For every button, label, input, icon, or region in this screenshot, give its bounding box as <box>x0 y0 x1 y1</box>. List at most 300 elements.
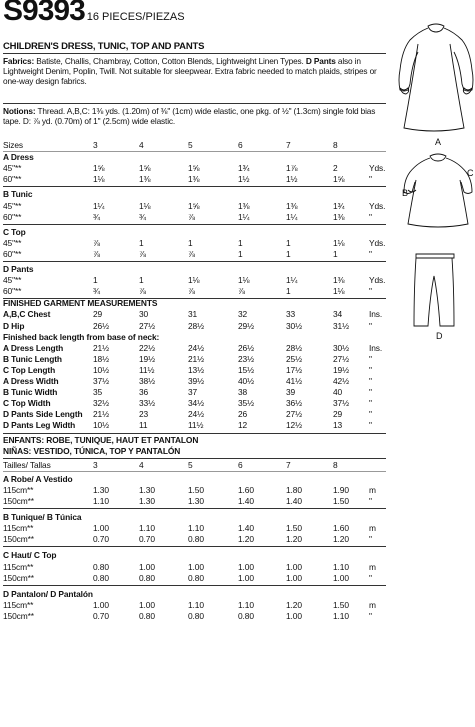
meter-value: 0.80 <box>139 572 155 583</box>
yardage-value: 1⅜ <box>333 211 345 222</box>
size-header: 3 <box>93 140 98 150</box>
meter-value: 1.90 <box>333 484 349 495</box>
measurement-value: 13 <box>333 420 343 431</box>
meter-value: 1.10 <box>333 610 349 621</box>
view-header-row <box>3 264 386 275</box>
yardage-value: 1 <box>93 275 98 286</box>
unit-label: Yds. <box>369 163 386 174</box>
unit-label: m <box>369 484 376 495</box>
measurement-label: A Dress Width <box>3 376 59 386</box>
measurement-value: 39 <box>286 387 296 398</box>
measurement-value: 33 <box>286 309 296 320</box>
measurement-value: 26½ <box>93 320 110 331</box>
size-header: 8 <box>333 140 338 150</box>
measurement-value: 21½ <box>188 353 205 364</box>
figure-label-d: D <box>436 331 443 341</box>
view-header-row <box>3 227 386 238</box>
yardage-row <box>3 275 386 286</box>
measurement-value: 27½ <box>139 320 156 331</box>
measurement-value: 34 <box>333 309 343 320</box>
yardage-value: ⅞ <box>188 211 195 222</box>
fabric-width: 60"** <box>3 248 22 259</box>
measurement-value: 31 <box>188 309 198 320</box>
notions-text: Thread. A,B,C: 1⅜ yds. (1.20m) of ⅜" (1cm) wide elastic, one pkg. of ½" (1.3cm) single fold bias tape. D: ⅞ yd. (0.70m) of 1" (2.5cm) wide elastic. <box>3 106 376 126</box>
unit-label: " <box>369 248 372 259</box>
size-header: 4 <box>139 140 144 150</box>
fabric-width: 45"** <box>3 275 22 286</box>
yardage-value: 1¼ <box>286 211 298 222</box>
meter-value: 1.00 <box>333 572 349 583</box>
unit-label: " <box>369 286 372 297</box>
yardage-value: ⅞ <box>188 286 195 297</box>
fabric-width: 45"** <box>3 237 22 248</box>
figure-label-a: A <box>435 137 442 147</box>
meter-value: 1.50 <box>333 496 349 506</box>
metric-row <box>3 573 386 584</box>
unit-label: Yds. <box>369 275 386 286</box>
view-header-row <box>3 152 386 163</box>
metric-view-name: C Haut/ C Top <box>3 550 57 561</box>
meter-value: 1.00 <box>93 599 109 610</box>
meter-value: 0.80 <box>188 610 204 621</box>
unit-label: m <box>369 561 376 572</box>
view-a-dress-illustration <box>390 18 475 138</box>
meter-value: 1.10 <box>238 599 254 610</box>
yardage-value: 1¼ <box>93 200 105 211</box>
measurement-value: 42½ <box>333 376 350 386</box>
measurement-row <box>3 354 386 365</box>
measurement-value: 19½ <box>139 353 156 364</box>
metric-row <box>3 485 386 496</box>
measurement-label: C Top Length <box>3 364 56 375</box>
measurement-label: B Tunic Length <box>3 353 62 364</box>
meter-value: 1.10 <box>93 496 109 506</box>
meter-value: 1.00 <box>238 561 254 572</box>
meter-value: 1.10 <box>188 599 204 610</box>
yardage-value: 1⅛ <box>188 275 200 286</box>
meter-value: 0.80 <box>93 572 109 583</box>
yardage-value: 1⅝ <box>188 163 200 174</box>
view-name: C Top <box>3 226 26 237</box>
fabric-width: 150cm** <box>3 534 34 545</box>
size-header: 3 <box>93 459 98 470</box>
fabric-width: 150cm** <box>3 572 34 583</box>
fabric-width: 60"** <box>3 174 22 185</box>
yardage-value: ⅞ <box>238 286 245 297</box>
metric-sizes-row <box>3 460 386 472</box>
meter-value: 1.20 <box>238 534 254 545</box>
yardage-value: 1 <box>188 237 193 248</box>
view-b-c-tunic-illustration <box>400 150 475 235</box>
metric-view-name: B Tunique/ B Túnica <box>3 512 82 523</box>
finished-title-row <box>3 298 386 309</box>
header <box>3 0 185 28</box>
metric-sizes-label: Tailles/ Tallas <box>3 459 51 470</box>
meter-value: 1.10 <box>333 561 349 572</box>
measurement-label: D Pants Leg Width <box>3 420 76 431</box>
unit-label: " <box>369 409 372 420</box>
metric-row <box>3 534 386 545</box>
measurement-value: 40 <box>333 387 343 398</box>
yardage-value: 1⅞ <box>286 163 298 174</box>
yardage-value: 1½ <box>238 174 250 185</box>
measurement-value: 32½ <box>93 398 110 409</box>
measurement-value: 17½ <box>286 364 303 375</box>
measurement-value: 18½ <box>93 353 110 364</box>
measurement-value: 35 <box>93 387 103 398</box>
measurement-label: B Tunic Width <box>3 387 58 398</box>
measurement-value: 33½ <box>139 398 156 409</box>
measurement-value: 36½ <box>286 398 303 409</box>
yardage-value: 1⅛ <box>333 286 345 297</box>
measurement-row <box>3 398 386 409</box>
measurement-value: 19½ <box>333 364 350 375</box>
yardage-value: 2 <box>333 163 338 174</box>
fabric-width: 115cm** <box>3 523 34 534</box>
yardage-row <box>3 286 386 297</box>
measurement-label: A,B,C Chest <box>3 309 51 320</box>
yardage-value: 1 <box>139 237 144 248</box>
metric-title-row <box>3 446 386 457</box>
unit-label: Ins. <box>369 342 383 353</box>
divider <box>3 585 386 586</box>
measurement-value: 12½ <box>286 420 303 431</box>
measurement-value: 11½ <box>188 420 204 431</box>
unit-label: " <box>369 211 372 222</box>
divider <box>3 224 386 225</box>
divider <box>3 186 386 187</box>
unit-label: " <box>369 398 372 409</box>
meter-value: 0.80 <box>139 610 155 621</box>
meter-value: 1.00 <box>93 523 109 534</box>
measurement-row <box>3 365 386 376</box>
meter-value: 1.30 <box>188 496 204 506</box>
yardage-value: 1¾ <box>333 200 345 211</box>
meter-value: 1.10 <box>139 523 155 534</box>
yardage-value: 1 <box>286 237 291 248</box>
measurement-value: 34½ <box>188 398 205 409</box>
divider <box>3 508 386 509</box>
measurement-row <box>3 420 386 431</box>
meter-value: 1.30 <box>139 484 155 495</box>
yardage-value: 1⅛ <box>139 200 151 211</box>
fabric-width: 45"** <box>3 200 22 211</box>
measurement-value: 24½ <box>188 342 205 353</box>
meter-value: 1.00 <box>139 599 155 610</box>
unit-label: m <box>369 523 376 534</box>
measurement-value: 32 <box>238 309 248 320</box>
size-header: 5 <box>188 140 193 150</box>
meter-value: 1.00 <box>188 561 204 572</box>
unit-label: " <box>369 364 372 375</box>
meter-value: 1.80 <box>286 484 302 495</box>
fabric-width: 115cm** <box>3 599 34 610</box>
unit-label: Yds. <box>369 200 386 211</box>
unit-label: " <box>369 496 372 506</box>
metric-view-name: A Robe/ A Vestido <box>3 473 73 484</box>
yardage-value: 1⅜ <box>139 174 151 185</box>
yardage-row <box>3 201 386 212</box>
measurement-value: 38 <box>238 387 248 398</box>
measurement-value: 37 <box>188 387 198 398</box>
fabric-width: 150cm** <box>3 610 34 621</box>
yardage-value: 1⅜ <box>286 200 298 211</box>
figure-label-c: C <box>467 168 474 178</box>
pattern-number: S9393 <box>3 0 85 27</box>
yardage-value: 1 <box>238 248 243 259</box>
measurement-row <box>3 409 386 420</box>
size-header: 6 <box>238 459 243 470</box>
measurement-value: 31½ <box>333 320 350 331</box>
yardage-value: 1¼ <box>286 275 298 286</box>
fabric-width: 45"** <box>3 163 22 174</box>
meter-value: 1.20 <box>286 599 302 610</box>
yardage-value: ¾ <box>93 286 100 297</box>
yardage-value: 1⅛ <box>333 237 345 248</box>
yardage-value: 1¼ <box>238 211 250 222</box>
measurement-label: A Dress Length <box>3 342 64 353</box>
measurement-value: 30½ <box>333 342 350 353</box>
measurement-value: 39½ <box>188 376 205 386</box>
fabrics-paragraph <box>3 56 386 86</box>
notions-label: Notions: <box>3 106 36 116</box>
measurement-value: 24½ <box>188 409 205 420</box>
yardage-value: 1⅝ <box>333 174 345 185</box>
yardage-value: 1 <box>286 248 291 259</box>
unit-label: " <box>369 320 372 331</box>
meter-value: 0.80 <box>188 572 204 583</box>
measurement-value: 26 <box>238 409 248 420</box>
measurement-value: 28½ <box>188 320 205 331</box>
metric-view-header-row <box>3 474 386 485</box>
measurement-value: 26½ <box>238 342 255 353</box>
fabrics-label: Fabrics: <box>3 56 35 66</box>
yardage-value: 1 <box>333 248 338 259</box>
measurement-value: 29½ <box>238 320 255 331</box>
yardage-value: ⅞ <box>139 248 146 259</box>
view-name: B Tunic <box>3 189 33 200</box>
meter-value: 1.00 <box>286 610 302 621</box>
meter-value: 1.50 <box>333 599 349 610</box>
yardage-value: 1 <box>286 286 291 297</box>
meter-value: 1.00 <box>238 572 254 583</box>
yardage-value: 1⅝ <box>188 200 200 211</box>
metric-view-header-row <box>3 512 386 523</box>
fabric-width: 115cm** <box>3 561 34 572</box>
measurement-row <box>3 321 386 332</box>
meter-value: 0.70 <box>139 534 155 545</box>
yardage-value: ⅞ <box>93 237 100 248</box>
fabrics-text: Batiste, Challis, Chambray, Cotton, Cotton Blends, Lightweight Linen Types. <box>34 56 306 66</box>
size-header: 8 <box>333 459 338 470</box>
fabric-width: 115cm** <box>3 484 34 495</box>
yardage-value: 1⅛ <box>93 174 105 185</box>
fabric-width: 60"** <box>3 211 22 222</box>
unit-label: m <box>369 599 376 610</box>
yardage-value: 1⅝ <box>139 163 151 174</box>
view-header-row <box>3 189 386 200</box>
notions-paragraph <box>3 106 386 126</box>
meter-value: 1.50 <box>188 484 204 495</box>
yardage-value: ⅞ <box>188 248 195 259</box>
unit-label: " <box>369 610 372 621</box>
metric-row <box>3 496 386 507</box>
measurement-value: 35½ <box>238 398 255 409</box>
metric-title-row <box>3 435 386 446</box>
metric-row <box>3 611 386 622</box>
unit-label: " <box>369 353 372 364</box>
yardage-value: 1¾ <box>238 163 250 174</box>
measurement-value: 41½ <box>286 376 303 386</box>
meter-value: 1.40 <box>238 523 254 534</box>
measurement-label: D Hip <box>3 320 25 331</box>
finished-title: FINISHED GARMENT MEASUREMENTS <box>3 298 158 309</box>
measurement-row <box>3 309 386 320</box>
measurement-value: 10½ <box>93 420 110 431</box>
meter-value: 0.70 <box>93 534 109 545</box>
measurement-value: 30 <box>139 309 149 320</box>
measurement-row <box>3 343 386 354</box>
divider <box>3 433 386 434</box>
measurement-value: 27½ <box>333 353 350 364</box>
measurement-value: 12 <box>238 420 248 431</box>
yardage-value: 1⅝ <box>93 163 105 174</box>
measurement-value: 40½ <box>238 376 255 386</box>
meter-value: 1.40 <box>238 496 254 506</box>
measurement-value: 37½ <box>93 376 110 386</box>
fabrics-text-2: also in Lightweight Denim, Poplin, Twill. Not suitable for sleepwear. Extra fabric needed to match plaids, stripes or one-way design fabrics. <box>3 56 377 86</box>
measurement-value: 36 <box>139 387 149 398</box>
meter-value: 1.60 <box>333 523 349 534</box>
measurement-label: C Top Width <box>3 398 51 409</box>
yardage-value: ¾ <box>93 211 100 222</box>
unit-label: " <box>369 534 372 545</box>
meter-value: 1.50 <box>286 523 302 534</box>
unit-label: " <box>369 174 372 185</box>
measurement-value: 29 <box>333 409 343 420</box>
measurement-row <box>3 387 386 398</box>
measurement-value: 21½ <box>93 409 110 420</box>
fabric-width: 60"** <box>3 286 22 297</box>
sizes-label: Sizes <box>3 140 23 150</box>
measurement-value: 13½ <box>188 364 205 375</box>
yardage-value: 1⅜ <box>188 174 200 185</box>
measurement-value: 22½ <box>139 342 156 353</box>
measurement-label: D Pants Side Length <box>3 409 83 420</box>
measurement-value: 11 <box>139 420 148 431</box>
measurement-value: 23 <box>139 409 149 420</box>
yardage-row <box>3 238 386 249</box>
metric-title-es: NIÑAS: VESTIDO, TÚNICA, TOP Y PANTALÓN <box>3 445 181 456</box>
metric-view-name: D Pantalon/ D Pantalón <box>3 588 93 599</box>
metric-view-header-row <box>3 550 386 561</box>
measurement-value: 21½ <box>93 342 110 353</box>
meter-value: 0.80 <box>238 610 254 621</box>
yardage-row <box>3 174 386 185</box>
unit-label: " <box>369 387 372 398</box>
back-length-subtitle: Finished back length from base of neck: <box>3 331 160 342</box>
unit-label: " <box>369 376 372 386</box>
meter-value: 1.20 <box>286 534 302 545</box>
meter-value: 1.00 <box>286 572 302 583</box>
meter-value: 1.30 <box>139 496 155 506</box>
size-header: 6 <box>238 140 243 150</box>
unit-label: " <box>369 572 372 583</box>
yardage-row <box>3 249 386 260</box>
meter-value: 1.30 <box>93 484 109 495</box>
measurement-value: 11½ <box>139 364 155 375</box>
fabric-width: 150cm** <box>3 496 34 506</box>
view-name: A Dress <box>3 152 34 163</box>
size-header: 7 <box>286 459 291 470</box>
meter-value: 1.60 <box>238 484 254 495</box>
unit-label: " <box>369 420 372 431</box>
meter-value: 0.80 <box>188 534 204 545</box>
meter-value: 0.70 <box>93 610 109 621</box>
divider <box>3 546 386 547</box>
sizes-header-row <box>3 140 386 152</box>
meter-value: 0.80 <box>93 561 109 572</box>
yardage-value: ⅞ <box>93 248 100 259</box>
figure-label-b: B <box>402 188 409 198</box>
measurement-value: 30½ <box>286 320 303 331</box>
divider <box>3 458 386 459</box>
yardage-value: ⅞ <box>139 286 146 297</box>
measurement-value: 37½ <box>333 398 350 409</box>
yardage-value: 1⅜ <box>333 275 345 286</box>
measurement-value: 10½ <box>93 364 110 375</box>
meter-value: 1.10 <box>188 523 204 534</box>
divider <box>3 261 386 262</box>
size-header: 7 <box>286 140 291 150</box>
measurement-value: 29 <box>93 309 103 320</box>
metric-title-fr: ENFANTS: ROBE, TUNIQUE, HAUT ET PANTALON <box>3 434 199 445</box>
yardage-value: 1⅛ <box>238 275 250 286</box>
meter-value: 1.40 <box>286 496 302 506</box>
divider <box>3 103 386 104</box>
metric-row <box>3 600 386 611</box>
measurement-value: 23½ <box>238 353 255 364</box>
view-d-pants-illustration <box>408 250 463 330</box>
view-name: D Pants <box>3 264 34 274</box>
pieces-count: 16 PIECES/PIEZAS <box>86 11 185 23</box>
measurement-value: 27½ <box>286 409 303 420</box>
unit-label: Ins. <box>369 309 383 320</box>
fabrics-d-pants: D Pants <box>305 56 336 66</box>
measurement-value: 28½ <box>286 342 303 353</box>
yardage-row <box>3 212 386 223</box>
yardage-value: 1 <box>238 237 243 248</box>
yardage-value: 1 <box>139 275 144 286</box>
measurement-value: 15½ <box>238 364 255 375</box>
metric-row <box>3 562 386 573</box>
size-header: 5 <box>188 459 193 470</box>
divider <box>3 53 386 54</box>
yardage-value: 1½ <box>286 174 298 185</box>
yardage-value: 1⅜ <box>238 200 250 211</box>
yardage-row <box>3 163 386 174</box>
meter-value: 1.00 <box>286 561 302 572</box>
unit-label: Yds. <box>369 237 386 248</box>
yardage-value: ¾ <box>139 211 146 222</box>
measurement-row <box>3 376 386 387</box>
metric-row <box>3 523 386 534</box>
size-header: 4 <box>139 459 144 470</box>
meter-value: 1.20 <box>333 534 349 545</box>
meter-value: 1.00 <box>139 561 155 572</box>
metric-view-header-row <box>3 589 386 600</box>
measurement-value: 38½ <box>139 376 156 386</box>
